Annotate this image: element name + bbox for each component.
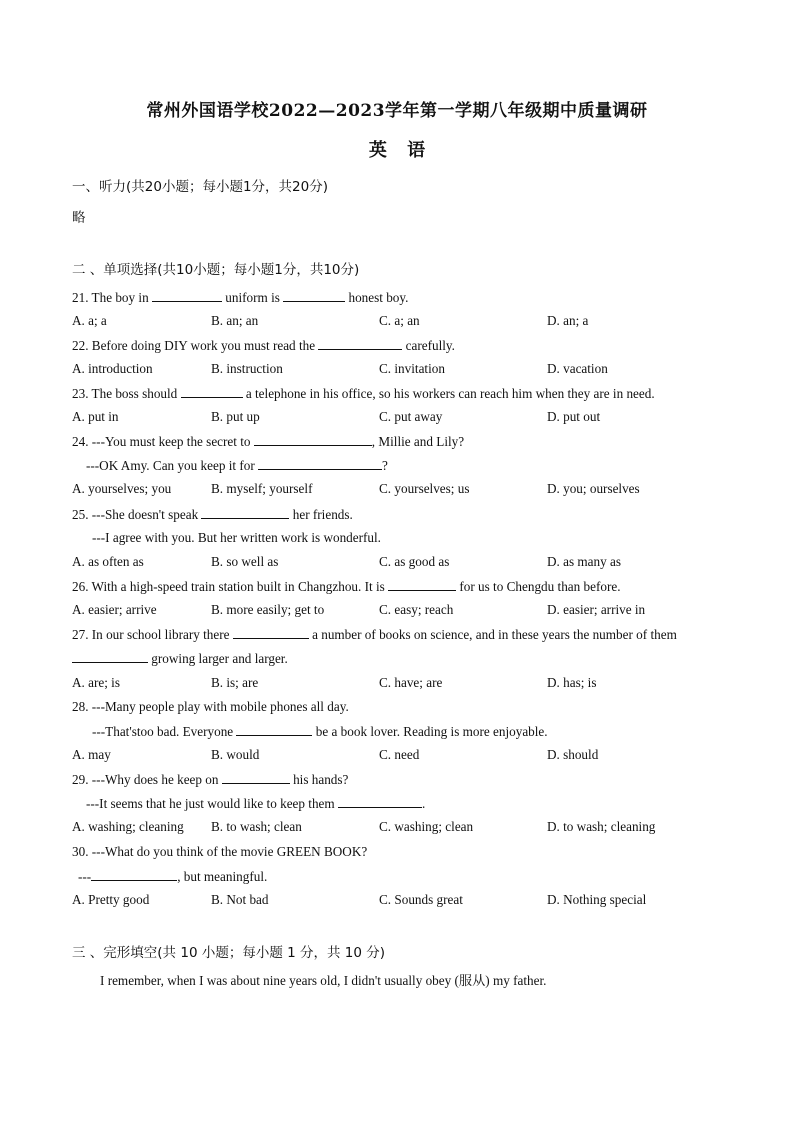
option-c: C. easy; reach <box>379 602 454 617</box>
question-22 <box>72 337 455 354</box>
question-text: a number of books on science, and in these years the number of them <box>312 627 677 642</box>
option-c: C. yourselves; us <box>379 481 470 496</box>
answer-blank <box>233 626 309 639</box>
option-d: D. should <box>547 747 599 762</box>
question-text: for us to Chengdu than before. <box>459 579 621 594</box>
options-21 <box>72 313 732 331</box>
option-c: C. have; are <box>379 675 443 690</box>
options-28 <box>72 747 732 765</box>
option-d: D. vacation <box>547 361 608 376</box>
options-29 <box>72 819 732 837</box>
option-b: B. instruction <box>211 361 283 376</box>
answer-blank <box>258 457 382 470</box>
option-b: B. an; an <box>211 313 259 328</box>
option-a: A. are; is <box>72 675 120 690</box>
option-b: B. would <box>211 747 260 762</box>
question-text: 24. ---You must keep the secret to <box>72 434 251 449</box>
question-25-reply: ---I agree with you. But her written work is wonderful. <box>92 530 381 545</box>
options-22 <box>72 361 732 379</box>
question-29 <box>72 771 348 788</box>
page-title: 常州外国语学校2022—2023学年第一学期八年级期中质量调研 <box>146 101 648 121</box>
option-a: A. may <box>72 747 111 762</box>
option-b: B. so well as <box>211 554 279 569</box>
option-a: A. put in <box>72 409 119 424</box>
question-28: 28. ---Many people play with mobile phones all day. <box>72 699 349 714</box>
option-b: B. is; are <box>211 675 259 690</box>
question-text: 27. In our school library there <box>72 627 230 642</box>
option-c: C. washing; clean <box>379 819 474 834</box>
question-text: uniform is <box>225 290 280 305</box>
question-text: her friends. <box>292 507 353 522</box>
answer-blank <box>388 578 456 591</box>
question-text: 22. Before doing DIY work you must read the <box>72 338 316 353</box>
option-a: A. Pretty good <box>72 892 150 907</box>
question-text: ---It seems that he just would like to keep them <box>86 796 335 811</box>
option-c: C. Sounds great <box>379 892 463 907</box>
options-27 <box>72 675 732 693</box>
option-c: C. need <box>379 747 420 762</box>
question-text: . <box>421 796 426 811</box>
question-text: 26. With a high-speed train station built in Changzhou. It is <box>72 579 385 594</box>
section2-heading: 二 、单项选择(共10小题；每小题1分，共10分) <box>72 262 360 278</box>
question-30-reply <box>78 868 267 885</box>
option-b: B. put up <box>211 409 260 424</box>
question-text: 25. ---She doesn't speak <box>72 507 199 522</box>
question-text: growing larger and larger. <box>151 651 288 666</box>
answer-blank <box>181 385 243 398</box>
question-24 <box>72 433 464 450</box>
option-b: B. myself; yourself <box>211 481 313 496</box>
question-text: carefully. <box>405 338 455 353</box>
option-d: D. Nothing special <box>547 892 647 907</box>
answer-blank <box>72 650 148 663</box>
question-30: 30. ---What do you think of the movie GREEN BOOK? <box>72 844 368 859</box>
question-27-line2 <box>72 650 288 667</box>
option-d: D. to wash; cleaning <box>547 819 656 834</box>
answer-blank <box>283 289 345 302</box>
answer-blank <box>318 337 402 350</box>
option-b: B. Not bad <box>211 892 269 907</box>
option-a: A. as often as <box>72 554 144 569</box>
option-a: A. easier; arrive <box>72 602 157 617</box>
option-c: C. a; an <box>379 313 420 328</box>
answer-blank <box>254 433 372 446</box>
answer-blank <box>201 506 289 519</box>
question-text: 23. The boss should <box>72 386 178 401</box>
answer-blank <box>91 868 177 881</box>
question-text: ---That'stoo bad. Everyone <box>92 724 234 739</box>
question-21 <box>72 289 408 306</box>
question-text: 29. ---Why does he keep on <box>72 772 219 787</box>
option-d: D. put out <box>547 409 601 424</box>
options-26 <box>72 602 732 620</box>
answer-blank <box>236 723 312 736</box>
section1-note: 略 <box>72 210 86 226</box>
option-c: C. invitation <box>379 361 445 376</box>
question-text: , but meaningful. <box>177 869 268 884</box>
question-text: ? <box>382 458 388 473</box>
option-b: B. more easily; get to <box>211 602 325 617</box>
option-d: D. you; ourselves <box>547 481 640 496</box>
answer-blank <box>152 289 222 302</box>
options-24 <box>72 481 732 499</box>
question-29-reply <box>86 795 425 812</box>
option-c: C. as good as <box>379 554 450 569</box>
question-23 <box>72 385 655 402</box>
option-b: B. to wash; clean <box>211 819 302 834</box>
question-25 <box>72 506 353 523</box>
question-28-reply <box>92 723 548 740</box>
option-a: A. washing; cleaning <box>72 819 184 834</box>
question-text: 21. The boy in <box>72 290 149 305</box>
question-27 <box>72 626 677 643</box>
option-d: D. an; a <box>547 313 589 328</box>
section1-heading: 一、听力(共20小题；每小题1分，共20分) <box>72 179 328 195</box>
question-text: a telephone in his office, so his workers can reach him when they are in need. <box>245 386 655 401</box>
answer-blank <box>222 771 290 784</box>
option-d: D. as many as <box>547 554 621 569</box>
option-a: A. yourselves; you <box>72 481 172 496</box>
cloze-passage: I remember, when I was about nine years old, I didn't usually obey (服从) my father. <box>100 973 547 988</box>
question-text: be a book lover. Reading is more enjoyable. <box>315 724 548 739</box>
option-c: C. put away <box>379 409 443 424</box>
answer-blank <box>338 795 422 808</box>
section3-heading: 三 、完形填空(共 10 小题；每小题 1 分，共 10 分) <box>72 945 386 961</box>
question-24-reply <box>86 457 388 474</box>
option-d: D. easier; arrive in <box>547 602 646 617</box>
option-d: D. has; is <box>547 675 597 690</box>
option-a: A. introduction <box>72 361 153 376</box>
question-text: honest boy. <box>348 290 409 305</box>
question-26 <box>72 578 621 595</box>
question-text: ---OK Amy. Can you keep it for <box>86 458 255 473</box>
options-30 <box>72 892 732 910</box>
options-25 <box>72 554 732 572</box>
options-23 <box>72 409 732 427</box>
question-text: his hands? <box>293 772 349 787</box>
option-a: A. a; a <box>72 313 107 328</box>
question-text: --- <box>78 869 92 884</box>
question-text: , Millie and Lily? <box>371 434 465 449</box>
subject-title: 英 语 <box>368 140 426 161</box>
